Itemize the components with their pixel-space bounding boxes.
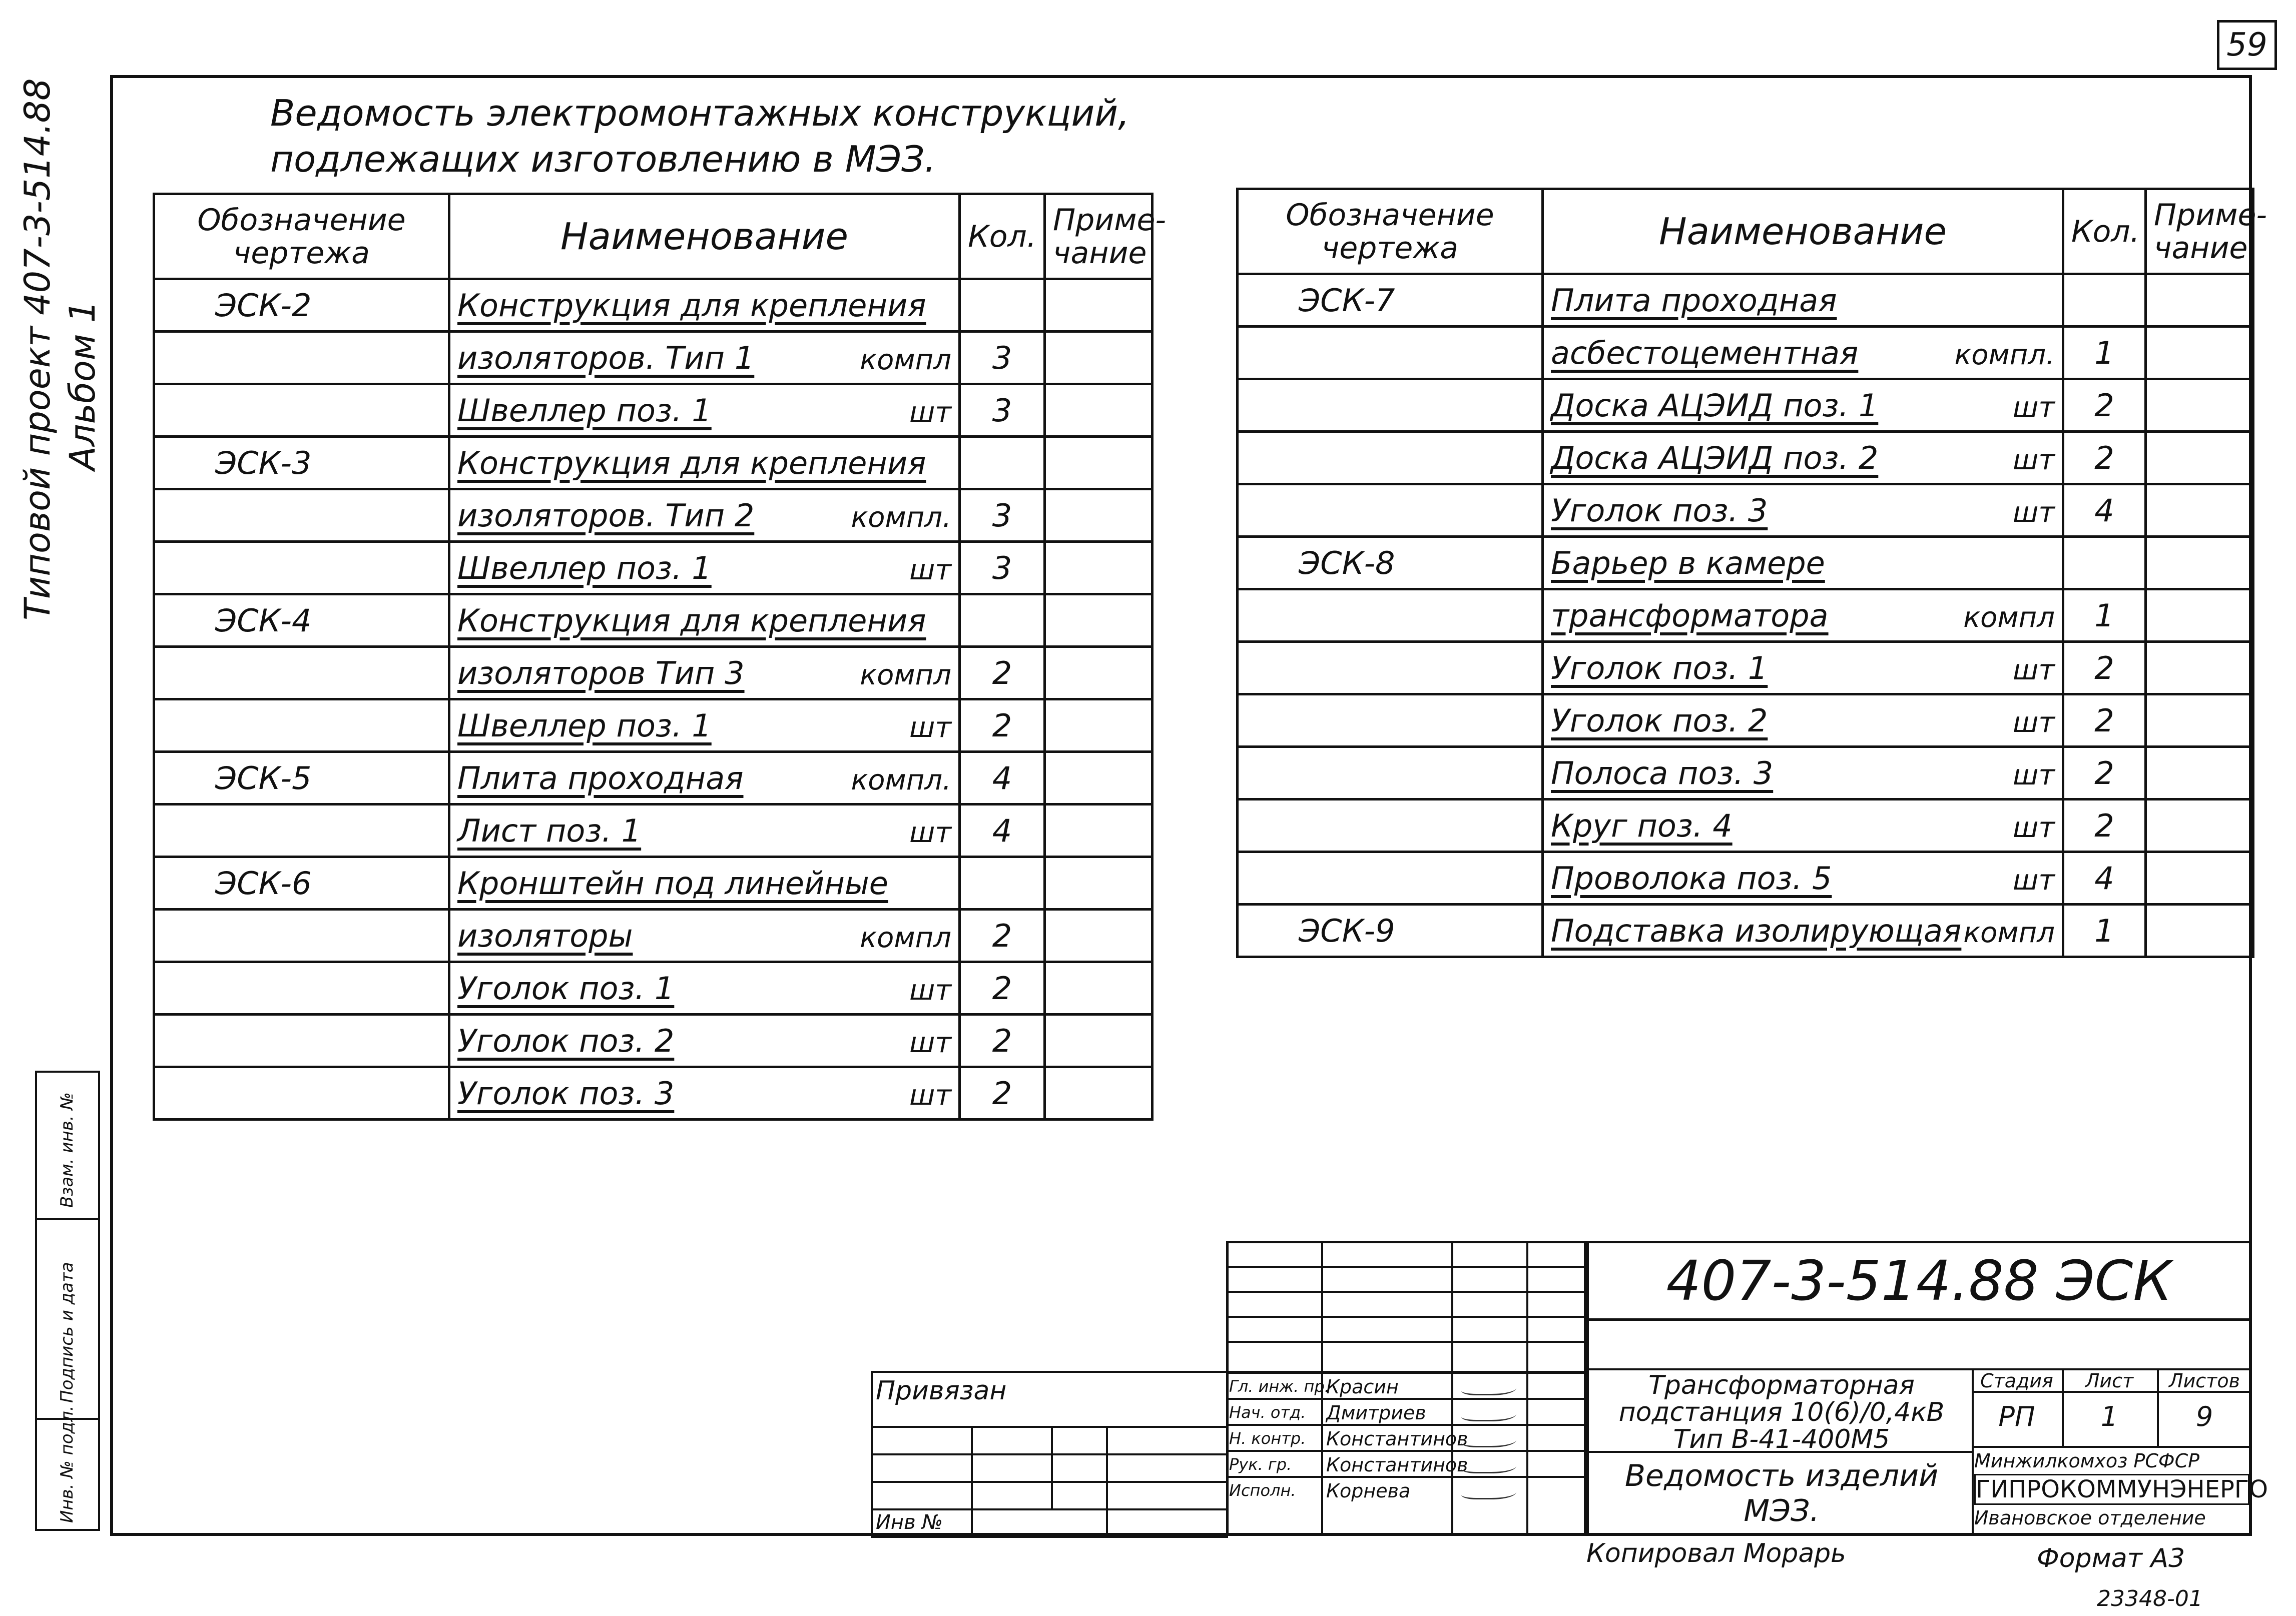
signer-row — [1226, 1372, 1586, 1400]
item-unit: шт — [909, 553, 951, 586]
left-spec-table — [153, 193, 1167, 1121]
item-name: Конструкция для крепления — [457, 287, 926, 324]
cell-designation: ЭСК-8 — [1238, 537, 1543, 589]
item-name: Плита проходная — [457, 759, 744, 796]
item-unit: компл. — [1954, 338, 2055, 371]
cell-designation: ЭСК-5 — [154, 752, 449, 804]
cell-qty: 2 — [960, 1015, 1045, 1067]
cell-designation: ЭСК-6 — [154, 857, 449, 910]
strip-label-inventory: Инв. № подл. — [57, 1405, 77, 1523]
signature-mark — [1461, 1457, 1516, 1473]
document-heading — [270, 90, 1129, 182]
org-line3: Ивановское отделение — [1974, 1507, 2206, 1529]
cell-designation — [154, 647, 449, 699]
strip-cell-inventory — [37, 1405, 98, 1529]
format-label: Формат А3 — [2037, 1543, 2185, 1573]
table-row — [1238, 852, 2253, 905]
header-qty: Кол. — [960, 194, 1045, 279]
table-row — [154, 542, 1153, 594]
item-unit: шт — [2013, 653, 2055, 686]
cell-note — [1045, 804, 1153, 857]
table-row — [1238, 274, 2253, 327]
item-name: Полоса поз. 3 — [1551, 754, 1774, 791]
cell-note — [2146, 274, 2253, 327]
table-row — [154, 437, 1153, 489]
item-unit: шт — [909, 1026, 951, 1059]
cell-designation — [1238, 484, 1543, 537]
signer-role: Гл. инж. пр. — [1229, 1377, 1330, 1396]
cell-note — [1045, 384, 1153, 437]
cell-qty: 2 — [2063, 642, 2146, 694]
item-name: асбестоцементная — [1551, 334, 1859, 371]
cell-note — [2146, 537, 2253, 589]
item-name: Подставка изолирующая — [1551, 912, 1962, 949]
cell-note — [2146, 432, 2253, 484]
heading-line1: Ведомость электромонтажных конструкций, — [270, 92, 1129, 134]
signature-mark — [1461, 1431, 1516, 1447]
cell-qty: 2 — [960, 647, 1045, 699]
cell-qty — [960, 594, 1045, 647]
cell-note — [2146, 852, 2253, 905]
table-row — [154, 752, 1153, 804]
cell-designation — [154, 1067, 449, 1120]
cell-qty: 2 — [2063, 432, 2146, 484]
cell-note — [1045, 1067, 1153, 1120]
cell-note — [2146, 747, 2253, 799]
inv-no-label: Инв № — [876, 1511, 943, 1534]
cell-name — [1543, 274, 2063, 327]
item-unit: компл — [1963, 601, 2055, 634]
table-row — [154, 699, 1153, 752]
cell-qty — [2063, 537, 2146, 589]
cell-qty: 3 — [960, 384, 1045, 437]
page-number: 59 — [2217, 20, 2277, 70]
cell-name — [449, 437, 960, 489]
cell-note — [2146, 484, 2253, 537]
cell-note — [1045, 542, 1153, 594]
cell-qty: 4 — [960, 752, 1045, 804]
item-unit: шт — [2013, 706, 2055, 739]
cell-name — [1543, 694, 2063, 747]
cell-note — [1045, 699, 1153, 752]
cell-name — [1543, 905, 2063, 957]
table-row — [1238, 537, 2253, 589]
document-code: 407-3-514.88 ЭСК — [1586, 1241, 2252, 1321]
cell-name — [1543, 852, 2063, 905]
strip-label-signature: Подпись и дата — [57, 1262, 77, 1403]
item-name: Проволока поз. 5 — [1551, 860, 1832, 897]
cell-qty — [2063, 274, 2146, 327]
item-name: трансформатора — [1551, 597, 1829, 634]
cell-designation — [154, 962, 449, 1015]
cell-name — [1543, 379, 2063, 432]
item-name: Плита проходная — [1551, 282, 1837, 319]
cell-designation — [154, 699, 449, 752]
item-name: Уголок поз. 1 — [457, 970, 675, 1007]
cell-qty: 1 — [2063, 589, 2146, 642]
org-line2: ГИПРОКОММУНЭНЕРГО — [1974, 1474, 2249, 1505]
sheet-value: 1 — [2100, 1401, 2118, 1432]
table-row — [1238, 642, 2253, 694]
table-row — [1238, 432, 2253, 484]
table-row — [1238, 379, 2253, 432]
sheets-label: Листов — [2169, 1370, 2240, 1392]
item-name: изоляторов. Тип 2 — [457, 497, 755, 534]
signer-role: Рук. гр. — [1229, 1455, 1292, 1474]
cell-note — [2146, 799, 2253, 852]
sheet-title: Ведомость изделий МЭЗ. — [1624, 1458, 1939, 1528]
table-row — [154, 384, 1153, 437]
signer-name: Константинов — [1326, 1454, 1468, 1476]
cell-designation — [1238, 852, 1543, 905]
item-name: Барьер в камере — [1551, 544, 1825, 581]
stage-label: Стадия — [1980, 1370, 2053, 1392]
cell-name — [1543, 484, 2063, 537]
signer-role: Н. контр. — [1229, 1429, 1306, 1448]
cell-qty: 2 — [960, 962, 1045, 1015]
table-row — [154, 489, 1153, 542]
signer-row — [1226, 1450, 1586, 1478]
signer-name: Корнева — [1326, 1480, 1411, 1502]
table-row — [1238, 799, 2253, 852]
cell-name — [449, 332, 960, 384]
table-row — [154, 647, 1153, 699]
side-title-line1: Типовой проект 407-3-514.88 — [17, 78, 58, 620]
item-name: Уголок поз. 3 — [1551, 492, 1768, 529]
title-block — [1226, 1241, 2268, 1536]
table-row — [154, 594, 1153, 647]
cell-designation — [1238, 799, 1543, 852]
cell-name — [449, 489, 960, 542]
cell-qty — [960, 279, 1045, 332]
signer-row — [1226, 1398, 1586, 1426]
item-unit: компл — [860, 658, 951, 691]
cell-qty — [960, 437, 1045, 489]
cell-note — [1045, 489, 1153, 542]
cell-note — [1045, 279, 1153, 332]
cell-designation — [1238, 642, 1543, 694]
cell-note — [2146, 694, 2253, 747]
cell-note — [1045, 647, 1153, 699]
signature-mark — [1461, 1379, 1516, 1395]
cell-note — [1045, 332, 1153, 384]
cell-qty: 1 — [2063, 327, 2146, 379]
item-name: Уголок поз. 2 — [457, 1022, 675, 1059]
item-name: Конструкция для крепления — [457, 444, 926, 481]
table-row — [154, 279, 1153, 332]
cell-name — [449, 594, 960, 647]
table-row — [154, 332, 1153, 384]
cell-name — [449, 910, 960, 962]
cell-qty: 3 — [960, 542, 1045, 594]
item-unit: компл — [1963, 916, 2055, 949]
item-unit: шт — [2013, 443, 2055, 476]
table-row — [1238, 484, 2253, 537]
cell-note — [1045, 857, 1153, 910]
header-qty: Кол. — [2063, 189, 2146, 274]
item-unit: шт — [909, 711, 951, 744]
table-row — [1238, 905, 2253, 957]
table-row — [1238, 747, 2253, 799]
sheets-value: 9 — [2195, 1401, 2213, 1432]
item-name: Швеллер поз. 1 — [457, 392, 712, 429]
table-row — [154, 857, 1153, 910]
signer-role: Нач. отд. — [1229, 1403, 1306, 1422]
cell-name — [1543, 589, 2063, 642]
cell-designation: ЭСК-4 — [154, 594, 449, 647]
strip-label-replace: Взам. инв. № — [57, 1092, 77, 1208]
signer-name: Константинов — [1326, 1428, 1468, 1450]
cell-note — [2146, 905, 2253, 957]
table-row — [1238, 589, 2253, 642]
item-unit: шт — [2013, 864, 2055, 897]
side-title — [15, 70, 125, 620]
cell-qty: 2 — [2063, 799, 2146, 852]
cell-qty: 3 — [960, 332, 1045, 384]
cell-qty: 2 — [2063, 747, 2146, 799]
cell-qty: 4 — [2063, 852, 2146, 905]
cell-designation: ЭСК-2 — [154, 279, 449, 332]
cell-name — [449, 647, 960, 699]
item-name: Доска АЦЭИД поз. 2 — [1551, 439, 1879, 476]
table-row — [154, 804, 1153, 857]
table-row — [1238, 694, 2253, 747]
signature-mark — [1461, 1483, 1516, 1499]
header-designation: Обозначение чертежа — [1238, 189, 1543, 274]
table-row — [1238, 327, 2253, 379]
item-name: Лист поз. 1 — [457, 812, 642, 849]
stage-value: РП — [1998, 1401, 2035, 1432]
archive-number: 23348-01 — [2097, 1586, 2203, 1611]
cell-note — [1045, 752, 1153, 804]
left-approval-strip — [35, 1071, 100, 1531]
cell-designation — [154, 804, 449, 857]
cell-qty: 1 — [2063, 905, 2146, 957]
cell-designation — [154, 332, 449, 384]
cell-name — [449, 279, 960, 332]
cell-qty: 2 — [2063, 379, 2146, 432]
org-line1: Минжилкомхоз РСФСР — [1974, 1450, 2200, 1472]
sheet-label: Лист — [2085, 1370, 2134, 1392]
item-name: Швеллер поз. 1 — [457, 707, 712, 744]
cell-qty: 3 — [960, 489, 1045, 542]
item-name: Круг поз. 4 — [1551, 807, 1733, 844]
header-note: Приме-чание — [1045, 194, 1153, 279]
cell-name — [449, 699, 960, 752]
item-unit: шт — [2013, 811, 2055, 844]
cell-qty: 2 — [960, 1067, 1045, 1120]
cell-designation — [154, 489, 449, 542]
cell-designation — [1238, 589, 1543, 642]
cell-name — [449, 1015, 960, 1067]
cell-designation — [1238, 432, 1543, 484]
item-name: Уголок поз. 3 — [457, 1075, 675, 1112]
item-unit: шт — [2013, 758, 2055, 791]
cell-name — [449, 752, 960, 804]
cell-qty: 2 — [960, 699, 1045, 752]
item-name: Конструкция для крепления — [457, 602, 926, 639]
signature-mark — [1461, 1405, 1516, 1421]
table-header-row — [154, 194, 1153, 279]
header-note: Приме-чание — [2146, 189, 2253, 274]
privyazan-block — [871, 1371, 1231, 1536]
signer-name: Красин — [1326, 1376, 1399, 1398]
item-name: Доска АЦЭИД поз. 1 — [1551, 387, 1879, 424]
cell-name — [449, 804, 960, 857]
cell-qty: 2 — [2063, 694, 2146, 747]
cell-designation — [1238, 747, 1543, 799]
cell-qty — [960, 857, 1045, 910]
cell-qty: 4 — [2063, 484, 2146, 537]
cell-name — [1543, 747, 2063, 799]
copied-by: Копировал Морарь — [1586, 1538, 1846, 1568]
cell-name — [1543, 537, 2063, 589]
cell-designation — [154, 1015, 449, 1067]
cell-qty: 4 — [960, 804, 1045, 857]
signer-row — [1226, 1476, 1586, 1504]
cell-name — [1543, 799, 2063, 852]
right-spec-table — [1236, 188, 2267, 958]
cell-qty: 2 — [960, 910, 1045, 962]
cell-designation: ЭСК-9 — [1238, 905, 1543, 957]
item-name: Уголок поз. 2 — [1551, 702, 1768, 739]
item-unit: шт — [909, 974, 951, 1007]
signer-role: Исполн. — [1229, 1481, 1296, 1500]
signer-row — [1226, 1424, 1586, 1452]
item-unit: компл. — [851, 501, 951, 534]
cell-note — [1045, 1015, 1153, 1067]
item-unit: шт — [909, 816, 951, 849]
strip-cell-replace — [37, 1073, 98, 1220]
cell-designation: ЭСК-7 — [1238, 274, 1543, 327]
table-row — [154, 1015, 1153, 1067]
item-unit: компл — [860, 921, 951, 954]
cell-designation: ЭСК-3 — [154, 437, 449, 489]
cell-note — [1045, 594, 1153, 647]
cell-name — [449, 962, 960, 1015]
cell-note — [1045, 910, 1153, 962]
cell-designation — [1238, 694, 1543, 747]
project-title: Трансформаторная подстанция 10(6)/0,4кВ Тип В-41-400М5 — [1618, 1370, 1945, 1454]
cell-note — [2146, 327, 2253, 379]
item-name: изоляторов. Тип 1 — [457, 339, 755, 376]
item-unit: компл — [860, 343, 951, 376]
cell-name — [449, 384, 960, 437]
heading-line2: подлежащих изготовлению в МЭЗ. — [270, 138, 936, 180]
cell-note — [2146, 589, 2253, 642]
cell-name — [449, 1067, 960, 1120]
item-unit: компл. — [851, 763, 951, 796]
header-name: Наименование — [449, 194, 960, 279]
table-row — [154, 962, 1153, 1015]
strip-cell-signature — [37, 1218, 98, 1420]
cell-designation — [154, 542, 449, 594]
item-unit: шт — [2013, 391, 2055, 424]
item-unit: шт — [909, 1079, 951, 1112]
header-designation: Обозначение чертежа — [154, 194, 449, 279]
cell-name — [449, 857, 960, 910]
item-name: изоляторы — [457, 917, 633, 954]
side-title-line2: Альбом 1 — [62, 300, 103, 470]
table-row — [154, 910, 1153, 962]
cell-name — [1543, 432, 2063, 484]
cell-name — [1543, 642, 2063, 694]
cell-name — [449, 542, 960, 594]
cell-note — [2146, 379, 2253, 432]
item-name: Кронштейн под линейные — [457, 865, 888, 902]
cell-designation — [1238, 379, 1543, 432]
cell-designation — [154, 910, 449, 962]
cell-note — [1045, 437, 1153, 489]
item-unit: шт — [2013, 496, 2055, 529]
cell-designation — [154, 384, 449, 437]
header-name: Наименование — [1543, 189, 2063, 274]
cell-designation — [1238, 327, 1543, 379]
cell-note — [1045, 962, 1153, 1015]
privyazan-label: Привязан — [876, 1376, 1007, 1406]
item-name: Уголок поз. 1 — [1551, 649, 1768, 686]
item-name: Швеллер поз. 1 — [457, 549, 712, 586]
table-row — [154, 1067, 1153, 1120]
item-name: изоляторов Тип 3 — [457, 654, 745, 691]
item-unit: шт — [909, 396, 951, 429]
cell-note — [2146, 642, 2253, 694]
cell-name — [1543, 327, 2063, 379]
signer-name: Дмитриев — [1326, 1402, 1426, 1424]
table-header-row — [1238, 189, 2253, 274]
